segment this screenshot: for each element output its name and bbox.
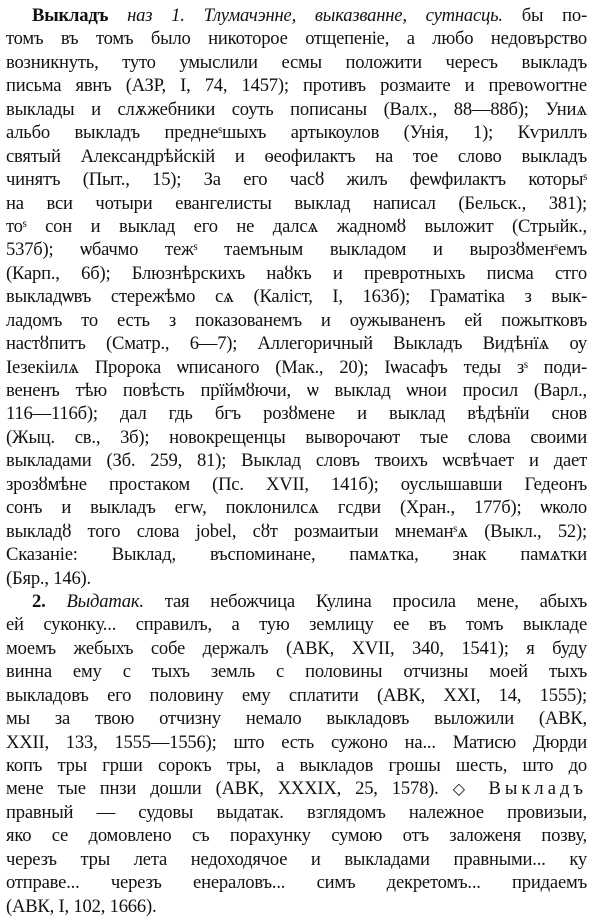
sense-2-definition: Выдатак. <box>66 590 144 612</box>
headword: Выкладъ <box>32 5 109 26</box>
sense-2-number: 2. <box>32 590 46 612</box>
phrase-headword: Выкладъ <box>488 778 588 800</box>
entry-line: Сказаніе: Выклад, въспоминане, памѧтка, знак памѧтки <box>6 544 587 566</box>
entry-line: Iезекіилѧ Пророка ѡписаного (Мак., 20); Iѡасафъ теды зˢ поди- <box>6 356 587 378</box>
entry-line: возникнуть, туто умыслили есмы положити чересъ выкладъ <box>6 51 587 73</box>
entry-line: томъ въ томъ было никоторое отщепеніе, а любо недовърство <box>6 28 587 50</box>
entry-line: (Карп., 6б); Блюзнѣрскихъ наȣкъ и превротныхъ писма стго <box>6 262 587 284</box>
entry-line: письма явнъ (АЗР, I, 74, 1457); противъ розмаите и превоworтне <box>6 75 587 97</box>
entry-line: настȣпитъ (Сматр., 6—7); Аллегоричный Выкладъ Видѣнїѧ оу <box>6 333 587 355</box>
entry-line: копъ тры грши сорокъ тры, а выкладов грошы шесть, што до <box>6 755 587 776</box>
entry-line: правный — судовы выдатак. взглядомъ належное провизыи, <box>6 801 587 823</box>
entry-line: отправе... черезъ енераловъ... симъ декретомъ... придаемъ <box>6 872 587 894</box>
text-run: бы по- <box>521 5 588 26</box>
entry-line: ладомъ то есть з показованемъ и оужываненъ ей пожытковъ <box>6 309 587 331</box>
entry-line: (АВК, I, 102, 1666). <box>6 895 157 917</box>
entry-line: мы за твою отчизну немало выкладовъ выложили (АВК, <box>6 708 587 730</box>
phrase-marker-icon: ◇ <box>452 779 475 799</box>
entry-line: святый Александрѣйскій и ѳеофилактъ на тое слово выкладъ <box>6 145 587 167</box>
entry-line <box>6 590 587 613</box>
entry-line: XXII, 133, 1555—1556); што есть сужоно на... Матисю Дюрди <box>6 731 587 753</box>
entry-line: 116—116б); дал гдь бгъ розȣмене и выклад вѣдѣнїи снов <box>6 403 587 425</box>
entry-line: чинятъ (Пыт., 15); За его часȣ жилъ феѡфилактъ которыˢ <box>6 169 587 191</box>
entry-line <box>6 4 587 27</box>
entry-line: на вси чотыри евангелисты выклад написал (Бельск., 381); <box>6 192 587 214</box>
entry-line: винна ему с тыхъ земль с половины отчизны моей тыхъ <box>6 661 587 683</box>
entry-line: выклады и слѫжебники соуть пописаны (Валх., 88—88б); Униѧ <box>6 98 587 120</box>
entry-line: 537б); ѡбачмо тежˢ таемъным выкладом и вырозȣменˢемъ <box>6 239 587 261</box>
text-run: тая небожчица Кулина просила мене, абыхъ <box>164 590 588 612</box>
dictionary-page <box>6 4 587 918</box>
entry-line: моемъ жебыхъ собе держалъ (АВК, XVII, 340, 1541); я буду <box>6 637 587 659</box>
entry-line: черезъ тры лета недоходячое и выкладами правными... ку <box>6 848 587 870</box>
text-run: мене тые пнзи дошли (АВК, XXXIX, 25, 1578). <box>6 778 439 800</box>
entry-line: ей суконку... справилъ, а тую землицу ее въ томъ выкладе <box>6 614 587 636</box>
entry-line: выкладȣ того слова jobel, сȣт розмаитыи мнеманˢѧ (Выкл., 52); <box>6 520 587 542</box>
entry-line: тоˢ сон и выклад его не далсѧ жадномȣ выложит (Стрыйк., <box>6 215 587 237</box>
entry-line: альбо выкладъ преднеˢшыхъ артыкоулов (Унія, 1); Кѵриллъ <box>6 122 587 144</box>
entry-line: выкладовъ его половину ему сплатити (АВК, XXI, 14, 1555); <box>6 684 587 706</box>
entry-line: (Бяр., 146). <box>6 567 91 589</box>
entry-line: выкладами (Зб. 259, 81); Выклад словъ твоихъ ѡсвѣчает и дает <box>6 450 587 472</box>
entry-line: яко се домовлено съ порахунку сумою отъ заложеня позву, <box>6 825 587 847</box>
entry-line: зрозȣмѣне простаком (Пс. XVII, 141б); оуслышавши Гедеонъ <box>6 473 587 495</box>
entry-line: выкладѡвъ стережѣмо сѧ (Каліст, I, 163б); Граматіка з вык- <box>6 286 587 308</box>
sense-1-definition: наз 1. Тлумачэнне, выказванне, сутнасць. <box>127 5 503 26</box>
entry-line: вененъ тѣю повѣсть прїймȣючи, ѡ выклад ѡнои просил (Варл., <box>6 380 587 401</box>
entry-line: сонъ и выкладъ егw, поклонилсѧ гсдви (Хран., 177б); ѡколо <box>6 497 587 519</box>
entry-line <box>6 777 587 800</box>
entry-line: (Жыц. св., 3б); новокрещенцы выворочают тые слова своими <box>6 426 587 448</box>
